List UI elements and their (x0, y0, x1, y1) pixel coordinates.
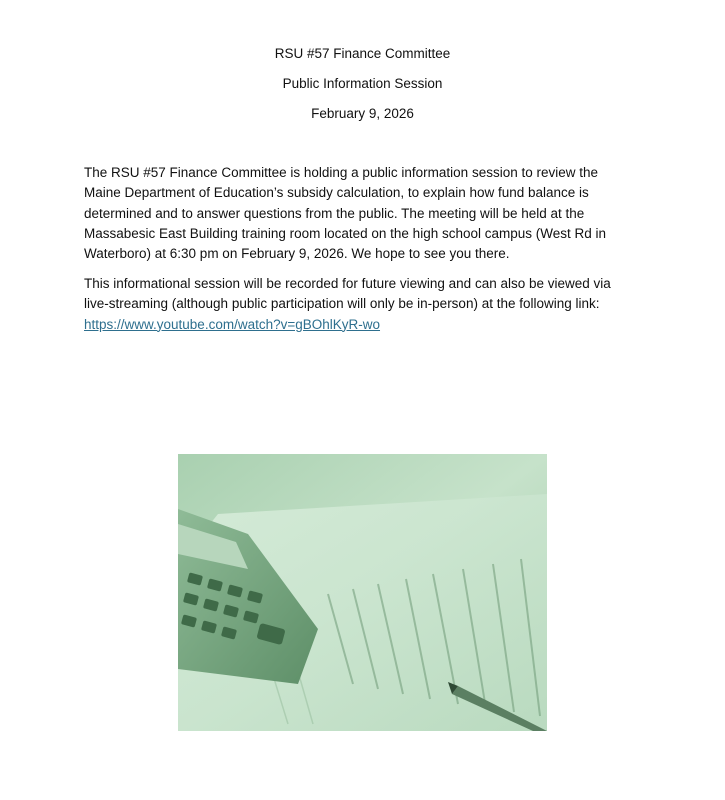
session-date: February 9, 2026 (311, 106, 414, 121)
livestream-paragraph (84, 274, 629, 335)
calculator-spreadsheet-photo (178, 454, 547, 731)
announcement-paragraph: The RSU #57 Finance Committee is holding a public information session to review the Maine Department of Education’s subsidy calculation, to explain how fund balance is determined and to answer questions from the public. The meeting will be held at the Massabesic East Building training room located on the high school campus (West Rd in Waterboro) at 6:30 pm on February 9, 2026. We hope to see you there. (84, 165, 607, 262)
session-title: Public Information Session (282, 76, 443, 91)
livestream-text: This informational session will be recorded for future viewing and can also be viewed via live-streaming (although public participation will only be in-person) at the following link: (84, 276, 611, 312)
youtube-link[interactable]: https://www.youtube.com/watch?v=gBOhlKyR-wo (84, 316, 381, 332)
committee-title: RSU #57 Finance Committee (274, 46, 451, 61)
